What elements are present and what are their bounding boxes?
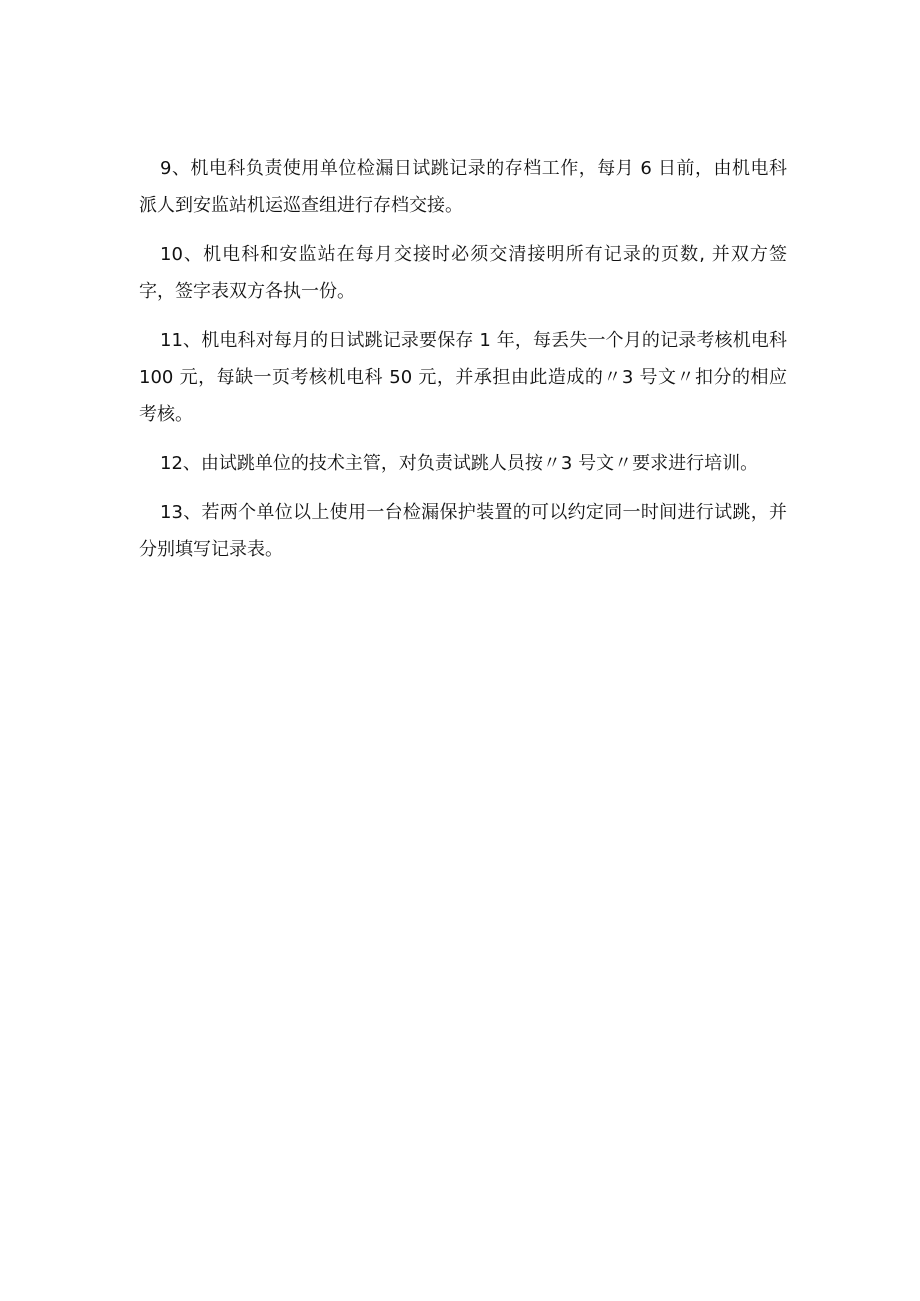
paragraph-10: 10、机电科和安监站在每月交接时必须交清接明所有记录的页数, 并双方签字，签字表双方各执一份。 bbox=[139, 244, 787, 302]
paragraph-12: 12、由试跳单位的技术主管，对负责试跳人员按〃3 号文〃要求进行培训。 bbox=[160, 453, 759, 474]
paragraph-11: 11、机电科对每月的日试跳记录要保存 1 年，每丢失一个月的记录考核机电科 100 元，每缺一页考核机电科 50 元，并承担由此造成的〃3 号文〃扣分的相应考核。 bbox=[139, 330, 787, 425]
document-body bbox=[139, 150, 787, 580]
paragraph-9: 9、机电科负责使用单位检漏日试跳记录的存档工作，每月 6 日前，由机电科派人到安监站机运巡查组进行存档交接。 bbox=[139, 158, 787, 216]
paragraph-13: 13、若两个单位以上使用一台检漏保护装置的可以约定同一时间进行试跳，并分别填写记录表。 bbox=[139, 502, 787, 560]
